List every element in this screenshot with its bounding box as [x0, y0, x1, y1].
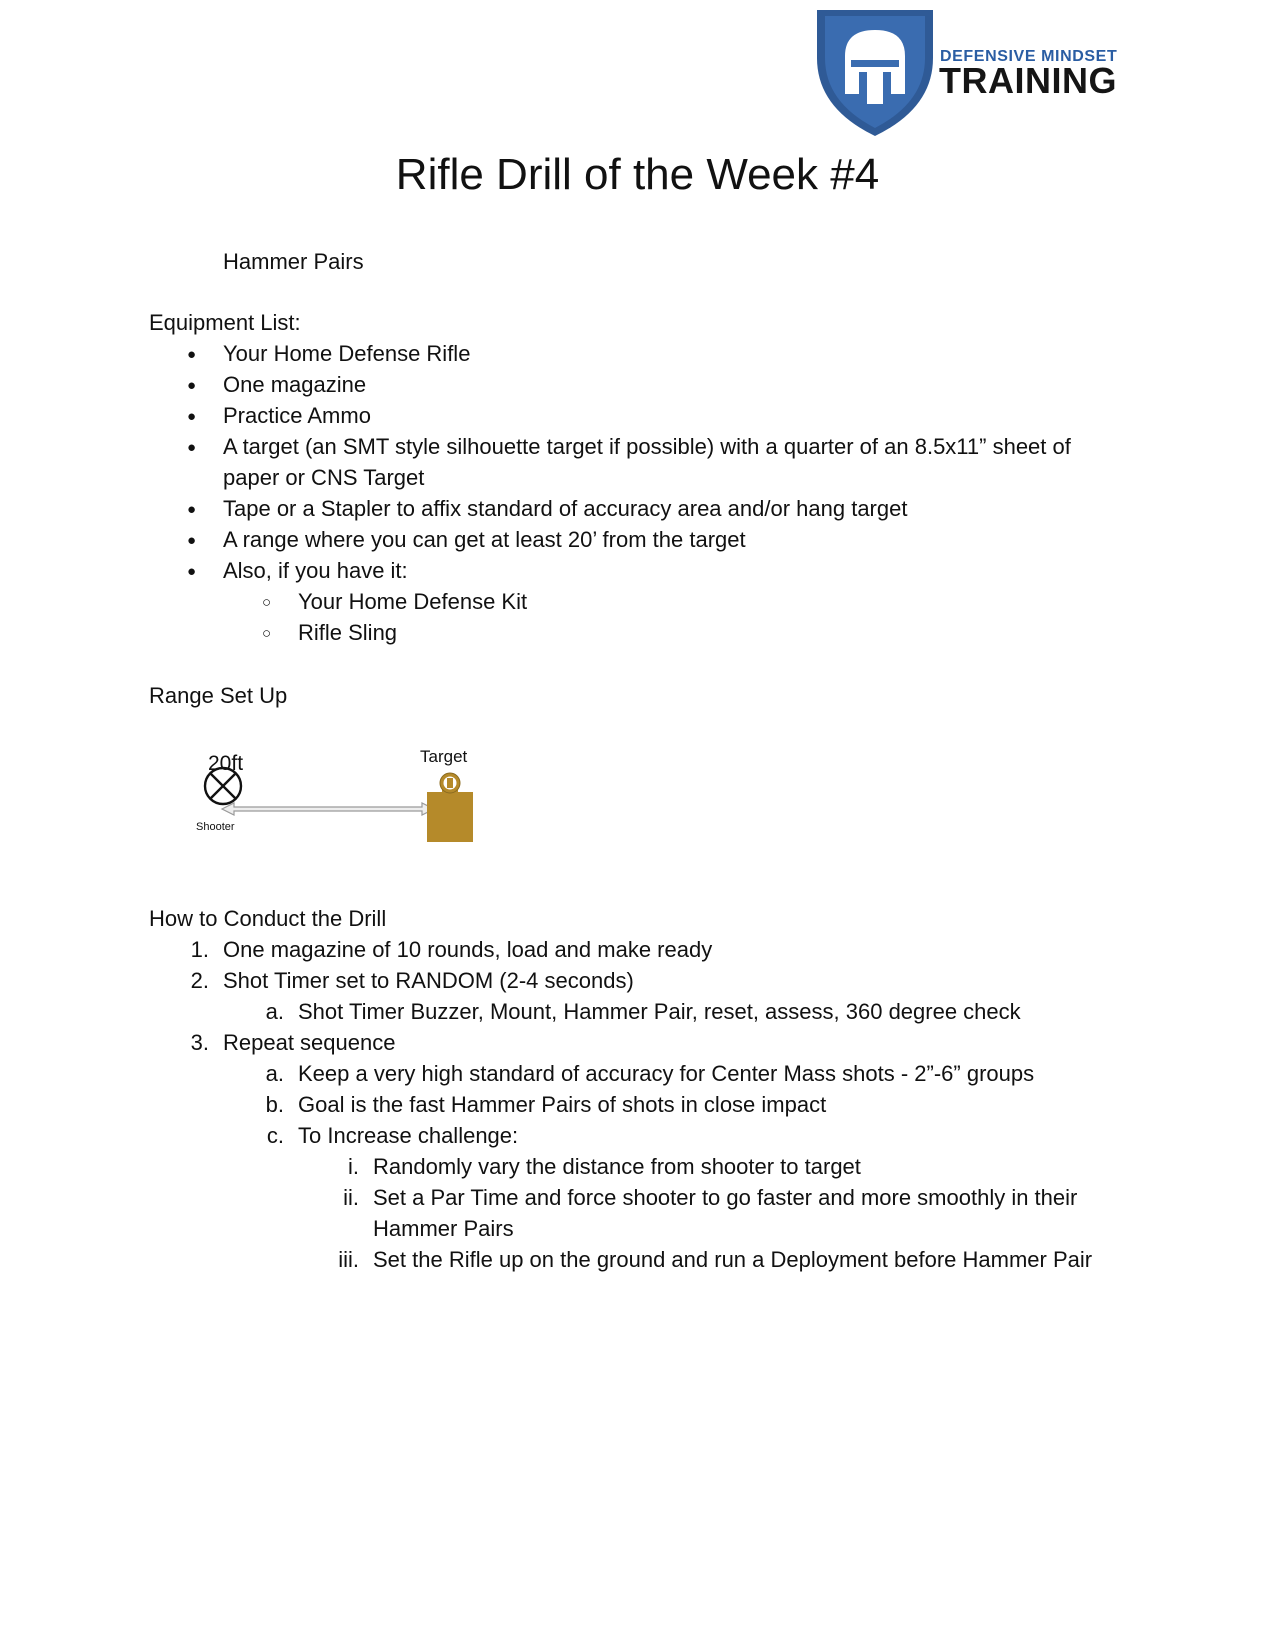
distance-arrow-icon [222, 803, 434, 815]
range-diagram [190, 742, 490, 847]
list-item: ● Tape or a Stapler to affix standard of accuracy area and/or hang target [187, 496, 908, 521]
list-item: ● Practice Ammo [187, 403, 371, 428]
challenge-item: i. Randomly vary the distance from shooter to target [348, 1154, 861, 1179]
page-title: Rifle Drill of the Week #4 [395, 150, 880, 199]
list-subitem: ○ Rifle Sling [262, 620, 398, 645]
challenge-item-continuation: Hammer Pairs [373, 1216, 514, 1241]
logo-wordmark: TRAINING [939, 60, 1117, 101]
step-item: 2. Shot Timer set to RANDOM (2-4 seconds) [190, 968, 634, 993]
list-subitem: ○ Your Home Defense Kit [262, 589, 528, 614]
target-label: Target [420, 747, 468, 766]
list-item: ● Your Home Defense Rifle [187, 341, 471, 366]
spartan-helmet-icon [845, 30, 905, 104]
equipment-heading: Equipment List: [149, 310, 301, 335]
target-silhouette-icon [427, 773, 473, 842]
list-item: ● A range where you can get at least 20’ from the target [187, 527, 746, 552]
logo-subtitle: DEFENSIVE MINDSET [940, 48, 1118, 65]
list-item: ● Also, if you have it: [187, 558, 408, 583]
list-item: ● A target (an SMT style silhouette target if possible) with a quarter of an 8.5x11” sheet of [187, 434, 1071, 459]
substep-item: a. Keep a very high standard of accuracy for Center Mass shots - 2”-6” groups [265, 1061, 1035, 1086]
challenge-item: iii. Set the Rifle up on the ground and run a Deployment before Hammer Pair [338, 1247, 1093, 1272]
list-item-continuation: paper or CNS Target [223, 465, 425, 490]
drill-name: Hammer Pairs [223, 249, 364, 274]
substep-item: c. To Increase challenge: [266, 1123, 519, 1148]
distance-label: 20ft [208, 752, 244, 775]
substep-item: b. Goal is the fast Hammer Pairs of shots in close impact [265, 1092, 827, 1117]
shooter-label: Shooter [196, 821, 235, 833]
howto-heading: How to Conduct the Drill [149, 906, 387, 931]
challenge-item: ii. Set a Par Time and force shooter to go faster and more smoothly in their [343, 1185, 1078, 1210]
step-item: 3. Repeat sequence [190, 1030, 396, 1055]
range-diagram-graphic [190, 742, 490, 847]
range-heading: Range Set Up [149, 683, 288, 708]
substep-item: a. Shot Timer Buzzer, Mount, Hammer Pair, reset, assess, 360 degree check [265, 999, 1021, 1024]
step-item: 1. One magazine of 10 rounds, load and make ready [190, 937, 713, 962]
shield-icon [815, 8, 935, 138]
list-item: ● One magazine [187, 372, 367, 397]
